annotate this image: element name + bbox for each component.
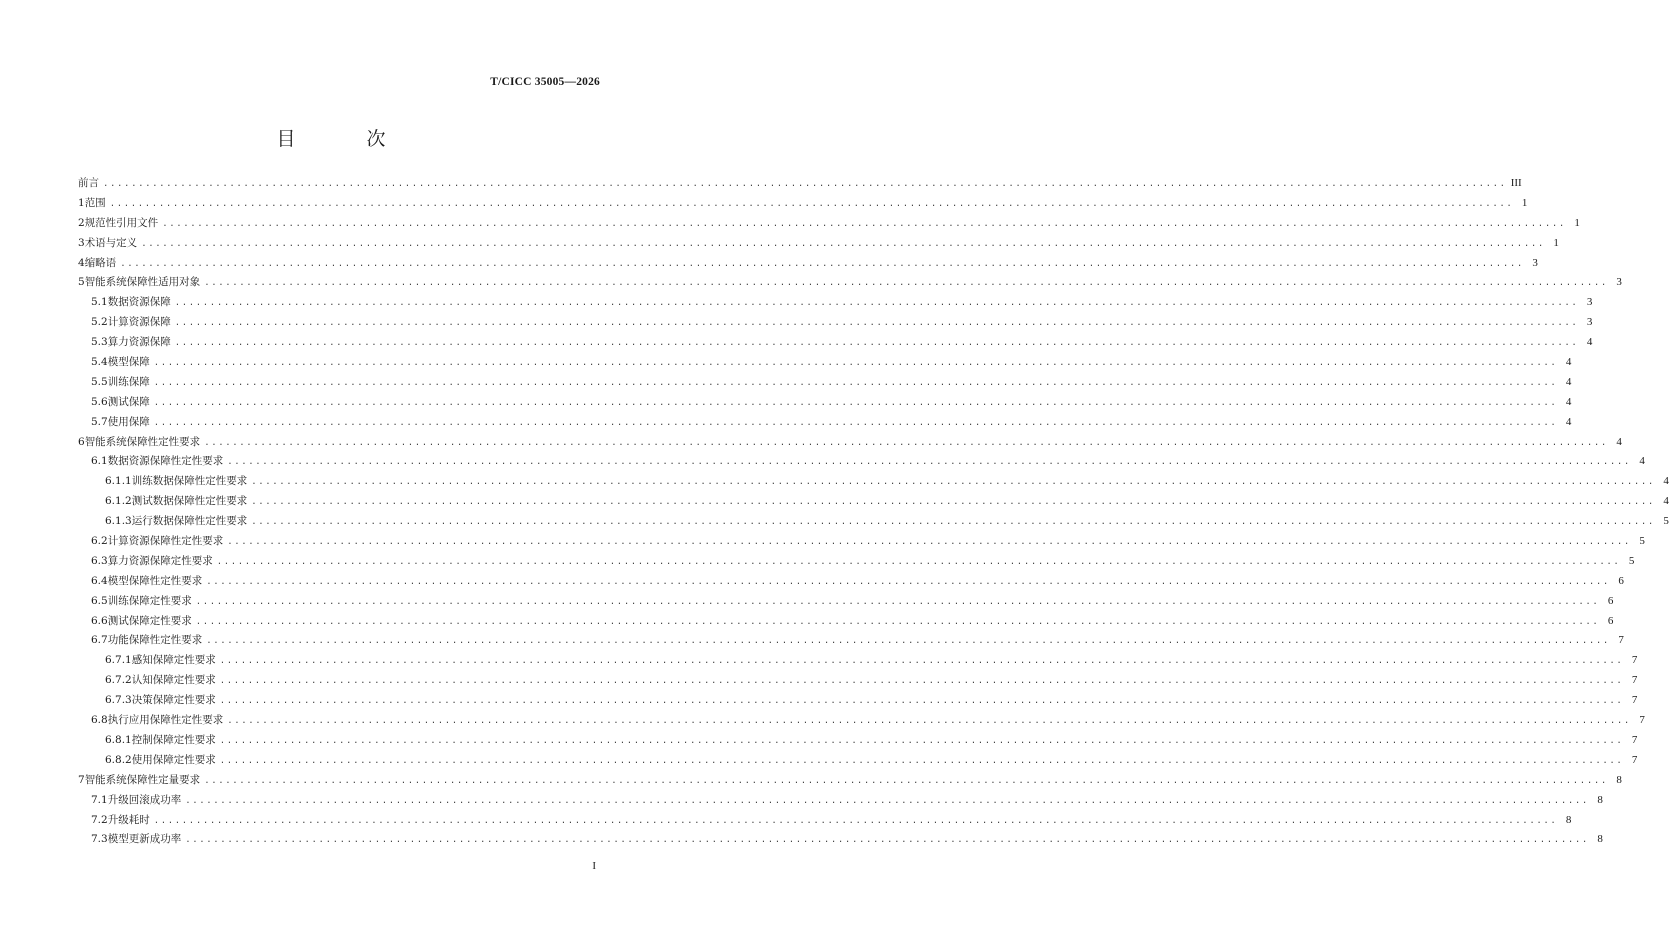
toc-dot-leader: ........................................................................................................................................................................................................ <box>251 477 1655 488</box>
toc-entry-page: 8 <box>1616 773 1622 786</box>
toc-entry-number: 6.7.2 <box>105 674 132 687</box>
toc-entry-page: 5 <box>1663 515 1669 528</box>
toc-entry-label: 范围 <box>84 196 106 209</box>
toc-dot-leader: ........................................................................................................................................................................................................ <box>185 795 1589 806</box>
toc-entry-label: 缩略语 <box>84 256 117 269</box>
toc-entry-page: 7 <box>1618 634 1624 647</box>
toc-entry-label: 算力资源保障定性要求 <box>107 554 213 567</box>
toc-dot-leader: ........................................................................................................................................................................................................ <box>103 179 1507 189</box>
toc-dot-leader: ........................................................................................................................................................................................................ <box>219 656 1624 667</box>
toc-entry-label: 数据资源保障 <box>107 296 171 309</box>
toc-entry[interactable] <box>78 831 1603 851</box>
toc-dot-leader: ........................................................................................................................................................................................................ <box>162 218 1566 229</box>
toc-entry-number: 5.4 <box>91 356 108 369</box>
toc-dot-leader: ........................................................................................................................................................................................................ <box>206 636 1610 647</box>
toc-entry-number: 5 <box>78 276 85 289</box>
toc-entry-page: 8 <box>1565 813 1572 826</box>
toc-entry-page: 6 <box>1607 614 1614 627</box>
toc-entry-label: 训练保障定性要求 <box>107 594 192 607</box>
toc-entry-label: 智能系统保障性适用对象 <box>84 276 201 289</box>
toc-entry-label: 术语与定义 <box>84 236 138 249</box>
toc-entry-page: 7 <box>1631 733 1638 746</box>
toc-entry-label: 训练数据保障性定性要求 <box>131 475 248 488</box>
toc-entry[interactable] <box>78 652 1638 672</box>
toc-entry[interactable] <box>78 812 1572 832</box>
toc-entry[interactable] <box>78 215 1580 235</box>
toc-entry-number: 7.3 <box>91 833 108 846</box>
toc-entry-label: 控制保障定性要求 <box>131 733 216 746</box>
toc-entry[interactable] <box>78 334 1593 354</box>
toc-dot-leader: ........................................................................................................................................................................................................ <box>219 696 1624 707</box>
toc-dot-leader: ........................................................................................................................................................................................................ <box>216 556 1621 567</box>
toc-entry[interactable] <box>78 712 1645 732</box>
toc-entry-number: 6.5 <box>91 594 108 607</box>
toc-entry-label: 训练保障 <box>107 375 150 388</box>
toc-entry-label: 前言 <box>78 177 99 189</box>
toc-entry[interactable] <box>78 553 1635 573</box>
toc-entry-number: 7.2 <box>91 813 108 826</box>
toc-entry-number: 3 <box>78 236 85 249</box>
toc-entry[interactable] <box>78 613 1614 633</box>
toc-dot-leader: ........................................................................................................................................................................................................ <box>204 437 1608 448</box>
toc-entry-number: 6.4 <box>91 574 108 587</box>
toc-entry[interactable] <box>78 493 1669 513</box>
toc-entry[interactable] <box>78 513 1669 533</box>
toc-entry-number: 6.1 <box>91 455 108 468</box>
toc-entry[interactable] <box>78 453 1645 473</box>
toc-entry-number: 7.1 <box>91 793 108 806</box>
toc-entry-label: 认知保障定性要求 <box>131 674 216 687</box>
toc-entry-page: 4 <box>1639 455 1645 468</box>
toc-entry-label: 测试保障 <box>107 395 150 408</box>
toc-entry-label: 执行应用保障性定性要求 <box>107 714 224 727</box>
toc-dot-leader: ........................................................................................................................................................................................................ <box>153 377 1558 388</box>
toc-dot-leader: ........................................................................................................................................................................................................ <box>251 497 1655 508</box>
toc-entry-page: 3 <box>1616 276 1622 289</box>
toc-entry-page: 1 <box>1574 216 1580 229</box>
toc-entry-number: 6.3 <box>91 554 108 567</box>
toc-entry[interactable] <box>78 632 1624 652</box>
toc-entry-page: 5 <box>1639 535 1645 548</box>
toc-entry[interactable] <box>78 752 1638 772</box>
toc-entry-label: 模型更新成功率 <box>107 833 182 846</box>
toc-entry[interactable] <box>78 434 1622 454</box>
toc-entry-number: 6.7.1 <box>105 654 132 667</box>
toc-dot-leader: ........................................................................................................................................................................................................ <box>227 716 1631 727</box>
toc-entry-page: 7 <box>1631 674 1638 687</box>
toc-entry-number: 4 <box>78 256 85 269</box>
toc-entry-page: 4 <box>1565 395 1572 408</box>
toc-dot-leader: ........................................................................................................................................................................................................ <box>109 198 1514 209</box>
toc-entry-page: 5 <box>1628 554 1635 567</box>
toc-entry-page: 7 <box>1631 694 1638 707</box>
toc-dot-leader: ........................................................................................................................................................................................................ <box>204 775 1608 786</box>
toc-entry-number: 5.3 <box>91 336 108 349</box>
toc-entry[interactable] <box>78 692 1638 712</box>
toc-entry-number: 6.7 <box>91 634 108 647</box>
toc-entry-number: 5.5 <box>91 375 108 388</box>
toc-entry-label: 决策保障定性要求 <box>131 694 216 707</box>
toc-entry[interactable] <box>78 473 1669 493</box>
toc-entry-number: 6.6 <box>91 614 108 627</box>
toc-entry-number: 5.2 <box>91 316 108 329</box>
toc-entry-number: 6.8.1 <box>105 733 132 746</box>
toc-entry-page: 7 <box>1639 714 1645 727</box>
toc-dot-leader: ........................................................................................................................................................................................................ <box>204 278 1608 289</box>
toc-entry-page: 4 <box>1663 475 1669 488</box>
toc-entry-label: 使用保障定性要求 <box>131 753 216 766</box>
toc-entry-page: 1 <box>1553 236 1559 249</box>
document-code: T/CICC 35005—2026 <box>490 76 600 88</box>
toc-entry-number: 6.8.2 <box>105 753 132 766</box>
toc-entry-page: 4 <box>1565 415 1572 428</box>
toc-entry-number: 6 <box>78 435 85 448</box>
toc-entry-page: 3 <box>1532 256 1538 269</box>
toc-entry-page: 8 <box>1597 793 1603 806</box>
toc-title: 目 次 <box>276 128 412 150</box>
toc-entry[interactable] <box>78 195 1528 215</box>
toc-entry-page: 4 <box>1616 435 1622 448</box>
toc-entry[interactable] <box>78 255 1538 275</box>
toc-entry-number: 5.1 <box>91 296 108 309</box>
toc-dot-leader: ........................................................................................................................................................................................................ <box>153 417 1558 428</box>
toc-entry[interactable] <box>78 274 1622 294</box>
toc-dot-leader: ........................................................................................................................................................................................................ <box>153 358 1558 369</box>
toc-dot-leader: ........................................................................................................................................................................................................ <box>227 537 1631 548</box>
toc-entry-number: 6.8 <box>91 714 108 727</box>
toc-entry-label: 运行数据保障性定性要求 <box>131 515 248 528</box>
toc-entry-page: III <box>1510 177 1522 189</box>
toc-entry-page: 7 <box>1631 753 1638 766</box>
toc-entry-page: 4 <box>1586 336 1593 349</box>
toc-entry[interactable] <box>78 593 1614 613</box>
toc-entry-label: 计算资源保障性定性要求 <box>107 535 224 548</box>
toc-entry[interactable] <box>78 235 1559 255</box>
toc-entry[interactable] <box>78 414 1572 434</box>
toc-entry-label: 感知保障定性要求 <box>131 654 216 667</box>
toc-entry-number: 5.7 <box>91 415 108 428</box>
toc-dot-leader: ........................................................................................................................................................................................................ <box>120 258 1524 269</box>
toc-entry-page: 1 <box>1521 196 1528 209</box>
toc-entry-label: 算力资源保障 <box>107 336 171 349</box>
toc-entry-label: 测试保障定性要求 <box>107 614 192 627</box>
toc-entry-label: 升级回滚成功率 <box>107 793 182 806</box>
toc-entry-label: 模型保障 <box>107 356 150 369</box>
toc-entry[interactable] <box>78 792 1603 812</box>
toc-entry-number: 6.1.2 <box>105 495 132 508</box>
toc-dot-leader: ........................................................................................................................................................................................................ <box>174 298 1579 309</box>
toc-entry-page: 6 <box>1618 574 1624 587</box>
toc-entry-label: 升级耗时 <box>107 813 150 826</box>
toc-dot-leader: ........................................................................................................................................................................................................ <box>195 596 1600 607</box>
toc-entry[interactable] <box>78 672 1638 692</box>
toc-dot-leader: ........................................................................................................................................................................................................ <box>185 835 1589 846</box>
toc-entry[interactable] <box>78 314 1593 334</box>
page-number: I <box>592 860 596 872</box>
toc-entry[interactable] <box>78 732 1638 752</box>
toc-entry-page: 4 <box>1565 356 1572 369</box>
toc-dot-leader: ........................................................................................................................................................................................................ <box>174 318 1579 329</box>
toc-dot-leader: ........................................................................................................................................................................................................ <box>219 755 1624 766</box>
toc-entry-label: 模型保障性定性要求 <box>107 574 203 587</box>
toc-entry-number: 6.1.3 <box>105 515 132 528</box>
toc-entry-page: 7 <box>1631 654 1638 667</box>
toc-entry[interactable] <box>78 354 1572 374</box>
toc-entry-page: 3 <box>1586 316 1593 329</box>
toc-entry[interactable] <box>78 394 1572 414</box>
toc-entry[interactable] <box>78 573 1624 593</box>
toc-entry[interactable] <box>78 772 1622 792</box>
toc-entry-label: 智能系统保障性定量要求 <box>84 773 201 786</box>
toc-dot-leader: ........................................................................................................................................................................................................ <box>227 457 1631 468</box>
toc-entry-number: 6.7.3 <box>105 694 132 707</box>
toc-dot-leader: ........................................................................................................................................................................................................ <box>219 676 1624 687</box>
toc-entry-page: 4 <box>1663 495 1669 508</box>
toc-entry-page: 4 <box>1565 375 1572 388</box>
toc-dot-leader: ........................................................................................................................................................................................................ <box>195 616 1600 627</box>
toc-entry[interactable] <box>78 533 1645 553</box>
toc-entry-page: 8 <box>1597 833 1603 846</box>
toc-dot-leader: ........................................................................................................................................................................................................ <box>174 338 1579 349</box>
table-of-contents <box>78 175 1669 851</box>
toc-entry-label: 智能系统保障性定性要求 <box>84 435 201 448</box>
toc-entry[interactable] <box>78 175 1522 195</box>
toc-entry-page: 6 <box>1607 594 1614 607</box>
toc-dot-leader: ........................................................................................................................................................................................................ <box>219 735 1624 746</box>
toc-entry-number: 5.6 <box>91 395 108 408</box>
toc-dot-leader: ........................................................................................................................................................................................................ <box>251 517 1655 528</box>
toc-entry-label: 数据资源保障性定性要求 <box>107 455 224 468</box>
toc-entry-label: 功能保障性定性要求 <box>107 634 203 647</box>
toc-entry-number: 2 <box>78 216 85 229</box>
toc-entry-page: 3 <box>1586 296 1593 309</box>
toc-dot-leader: ........................................................................................................................................................................................................ <box>141 238 1545 249</box>
toc-entry-number: 6.2 <box>91 535 108 548</box>
toc-entry-number: 6.1.1 <box>105 475 132 488</box>
toc-entry-label: 规范性引用文件 <box>84 216 159 229</box>
toc-entry[interactable] <box>78 374 1572 394</box>
toc-entry-label: 计算资源保障 <box>107 316 171 329</box>
toc-dot-leader: ........................................................................................................................................................................................................ <box>153 397 1558 408</box>
toc-entry-label: 使用保障 <box>107 415 150 428</box>
toc-entry-label: 测试数据保障性定性要求 <box>131 495 248 508</box>
toc-entry-number: 1 <box>78 196 85 209</box>
toc-entry-number: 7 <box>78 773 85 786</box>
toc-dot-leader: ........................................................................................................................................................................................................ <box>153 815 1558 826</box>
toc-entry[interactable] <box>78 294 1593 314</box>
toc-dot-leader: ........................................................................................................................................................................................................ <box>206 576 1610 587</box>
